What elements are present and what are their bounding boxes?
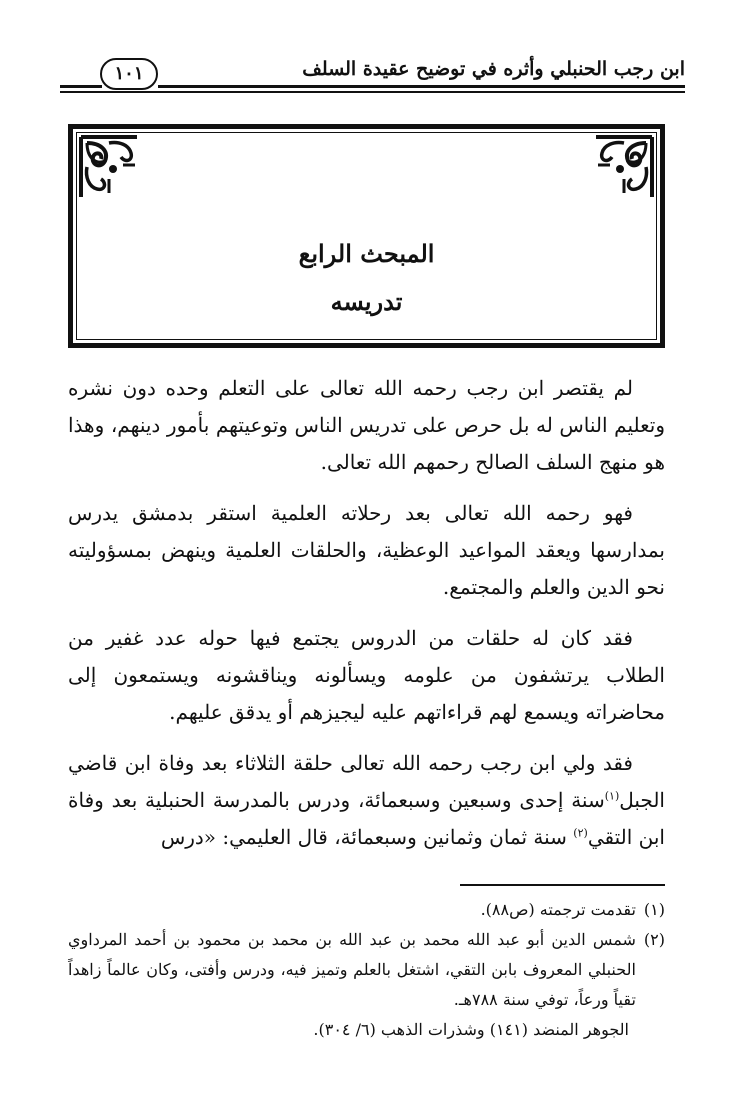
paragraph-text: سنة إحدى وسبعين وسبعمائة، ودرس بالمدرسة الحنبلية بعد وفاة ابن التقي xyxy=(68,788,665,849)
footnote-separator xyxy=(460,884,665,886)
header-rule-bottom xyxy=(60,91,685,93)
section-title-frame xyxy=(68,124,665,348)
footnotes xyxy=(68,895,665,1045)
section-title: المبحث الرابع xyxy=(298,239,435,268)
corner-ornament-icon xyxy=(79,135,139,199)
page-number: ١٠١ xyxy=(100,58,158,90)
footnote-number: (١) xyxy=(643,900,665,919)
body-text xyxy=(68,370,665,870)
footnote-ref[interactable]: (٢) xyxy=(573,826,588,840)
paragraph-text: فقد ولي ابن رجب رحمه الله تعالى حلقة الثلاثاء بعد وفاة ابن قاضي الجبل xyxy=(68,751,665,812)
footnote xyxy=(68,895,665,925)
paragraph-text: سنة ثمان وثمانين وسبعمائة، قال العليمي: «درس xyxy=(160,825,574,849)
footnote-ref[interactable]: (١) xyxy=(604,789,620,803)
header-rule-top xyxy=(158,85,685,88)
footnote-number: (٢) xyxy=(643,930,665,949)
paragraph: فهو رحمه الله تعالى بعد رحلاته العلمية استقر بدمشق يدرس بمدارسها ويعقد المواعيد الوعظية، والحلقات العلمية وينهض بمسؤوليته نحو الدين والعلم والمجتمع. xyxy=(68,501,665,599)
paragraph: فقد كان له حلقات من الدروس يجتمع فيها حوله عدد غفير من الطلاب يرتشفون من علومه ويسألونه ويناقشونه ويستمعون إلى محاضراته ويسمع لهم قراءاتهم عليه ليجيزهم أو يدقق عليهم. xyxy=(68,626,665,724)
paragraph xyxy=(68,745,665,856)
corner-ornament-icon xyxy=(594,135,654,199)
footnote-text: تقدمت ترجمته (ص٨٨). xyxy=(480,900,636,919)
section-subtitle: تدريسه xyxy=(330,287,403,316)
running-header-title: ابن رجب الحنبلي وأثره في توضيح عقيدة السلف xyxy=(302,58,685,80)
paragraph: لم يقتصر ابن رجب رحمه الله تعالى على التعلم وحده دون نشره وتعليم الناس له بل حرص على تدريس الناس وتوعيتهم بأمور دينهم، وهذا هو منهج السلف الصالح رحمهم الله تعالى. xyxy=(68,376,665,474)
footnote-text: شمس الدين أبو عبد الله محمد بن عبد الله بن محمد بن محمود بن أحمد المرداوي الحنبلي المعروف بابن التقي، اشتغل بالعلم وتميز فيه، ودرس وأفتى، وكان عالماً زاهداً تقياً ورعاً، توفي سنة ٧٨٨هـ. xyxy=(68,930,636,1009)
footnote-source: الجوهر المنضد (١٤١) وشذرات الذهب (٦/ ٣٠٤). xyxy=(313,1020,629,1039)
header-rule-left xyxy=(60,85,102,88)
footnote xyxy=(68,925,665,1015)
